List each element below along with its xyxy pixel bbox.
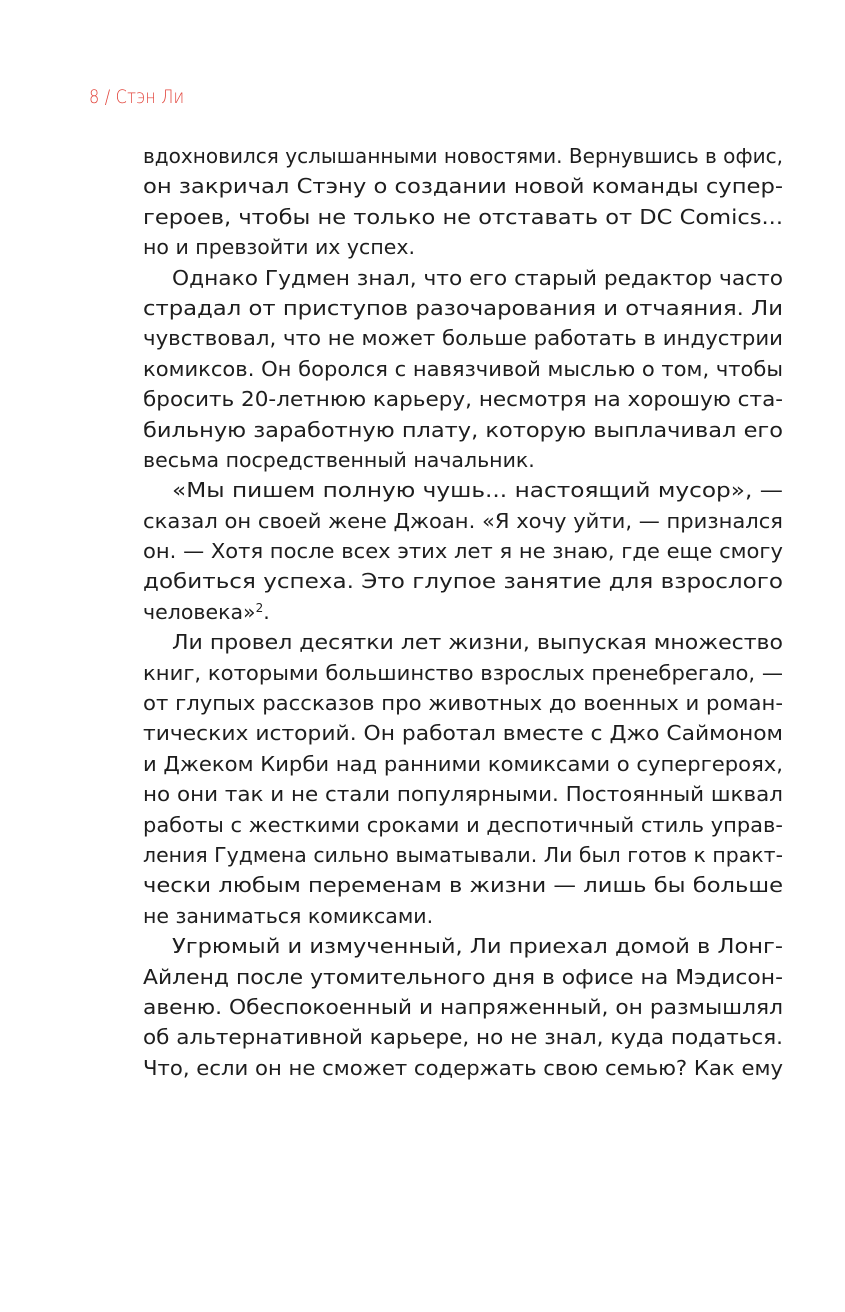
text-line: чувствовал, что не может больше работать в индустрии [143,326,784,351]
text-line: но они так и не стали популярными. Постоянный шквал [143,782,783,807]
text-line: страдал от приступов разочарования и отчаяния. Ли [143,295,783,320]
text-line: и Джеком Кирби над ранними комиксами о супергероях, [143,751,783,776]
running-title: Стэн Ли [115,86,185,108]
text-line: тических историй. Он работал вместе с Джо Саймоном [143,721,783,746]
text-line: Ли провел десятки лет жизни, выпуская множество [172,630,784,655]
text-line: человека» [143,599,256,624]
text-line: он закричал Стэну о создании новой команды супер- [143,174,784,199]
text-line: работы с жесткими сроками и деспотичный стиль управ- [143,812,783,837]
text-line: от глупых рассказов про животных до военных и роман- [143,691,783,716]
text-line: ления Гудмена сильно выматывали. Ли был готов к практ- [143,842,783,867]
text-line: об альтернативной карьере, но не знал, куда податься. [143,1025,784,1050]
text-line: чески любым переменам в жизни — лишь бы больше [143,873,784,898]
text-line-with-footnote [143,597,783,627]
footnote-after: . [263,599,270,624]
footnote-ref: 2 [255,600,264,615]
text-line: добиться успеха. Это глупое занятие для взрослого [143,569,784,594]
text-line: Угрюмый и измученный, Ли приехал домой в Лонг- [172,934,784,959]
text-line: Однако Гудмен знал, что его старый редактор часто [172,265,784,290]
text-line: авеню. Обеспокоенный и напряженный, он размышлял [143,994,783,1019]
running-head [89,86,184,108]
text-line: бросить 20-летнюю карьеру, несмотря на хорошую ста- [143,387,784,412]
page-number: 8 [89,86,100,108]
text-line: Что, если он не сможет содержать свою семью? Как ему [143,1055,784,1080]
text-line: не заниматься комиксами. [143,903,434,928]
text-line: вдохновился услышанными новостями. Вернувшись в офис, [143,144,783,168]
text-line: весьма посредственный начальник. [143,447,535,472]
text-line: книг, которыми большинство взрослых пренебрегало, — [143,660,783,685]
text-line: бильную заработную плату, которую выплачивал его [143,417,783,442]
body-text [143,141,783,1083]
text-line: героев, чтобы не только не отставать от DC Comics... [143,204,783,229]
text-line: он. — Хотя после всех этих лет я не знаю, где еще смогу [143,539,783,564]
header-separator: / [99,86,116,108]
text-line: но и превзойти их успех. [143,235,415,260]
text-line: Айленд после утомительного дня в офисе на Мэдисон- [143,964,784,989]
text-line: комиксов. Он боролся с навязчивой мыслью о том, чтобы [143,356,784,381]
text-line: «Мы пишем полную чушь... настоящий мусор», — [172,478,783,503]
text-line: сказал он своей жене Джоан. «Я хочу уйти, — признался [143,508,783,533]
